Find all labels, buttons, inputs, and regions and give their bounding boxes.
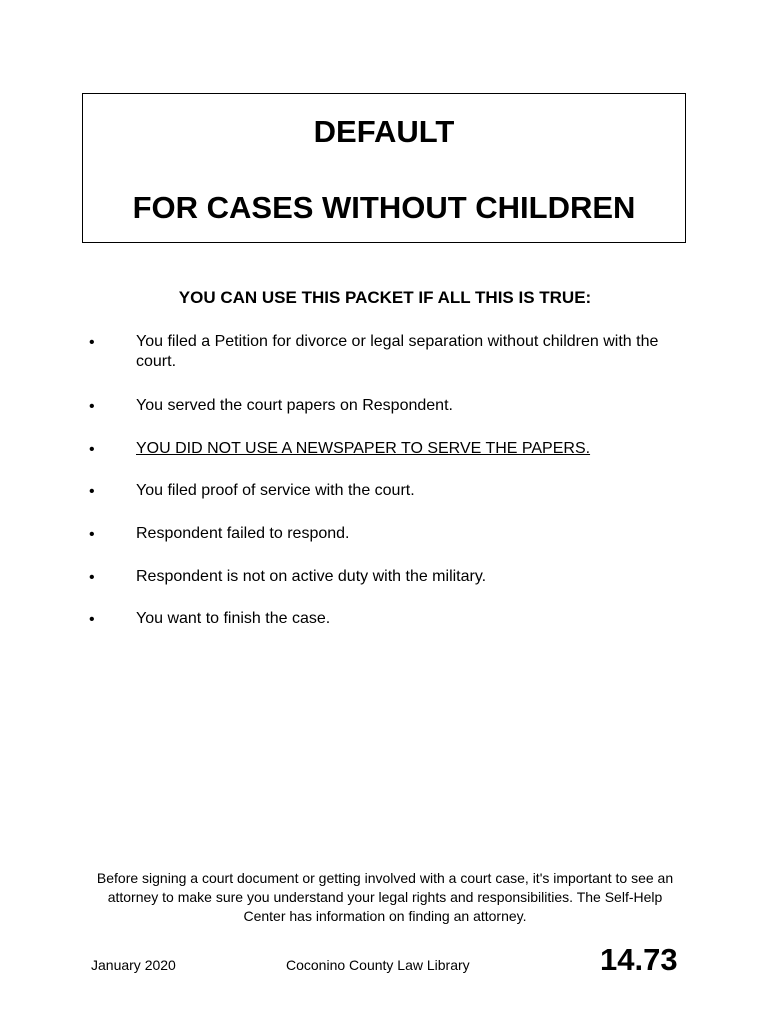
list-item-text: You served the court papers on Respondent.	[136, 397, 453, 414]
attorney-disclaimer: Before signing a court document or getting involved with a court case, it's important to see an attorney to make sure you understand your legal rights and responsibilities. The Self-Help Center has information on finding an attorney.	[96, 870, 674, 924]
list-item-text: Respondent failed to respond.	[136, 525, 350, 542]
bullet-icon: •	[89, 398, 95, 415]
list-item-text: YOU DID NOT USE A NEWSPAPER TO SERVE THE PAPERS.	[136, 440, 591, 457]
form-number: 14.73	[600, 942, 678, 977]
list-item-text: You filed a Petition for divorce or legal separation without children with the court.	[136, 333, 659, 370]
bullet-icon: •	[89, 441, 95, 458]
list-item-text: You filed proof of service with the court.	[136, 482, 415, 499]
list-item-text: Respondent is not on active duty with the military.	[136, 568, 487, 585]
footer-date: January 2020	[91, 957, 176, 973]
bullet-icon: •	[89, 611, 95, 628]
bullet-icon: •	[89, 334, 95, 351]
footer-library-name: Coconino County Law Library	[286, 957, 470, 973]
bullet-icon: •	[89, 483, 95, 500]
page-subtitle: FOR CASES WITHOUT CHILDREN	[132, 190, 636, 225]
packet-criteria-heading: YOU CAN USE THIS PACKET IF ALL THIS IS TRUE:	[178, 288, 592, 307]
page-title: DEFAULT	[313, 114, 455, 149]
bullet-icon: •	[89, 569, 95, 586]
bullet-icon: •	[89, 526, 95, 543]
list-item-text: You want to finish the case.	[136, 610, 331, 627]
